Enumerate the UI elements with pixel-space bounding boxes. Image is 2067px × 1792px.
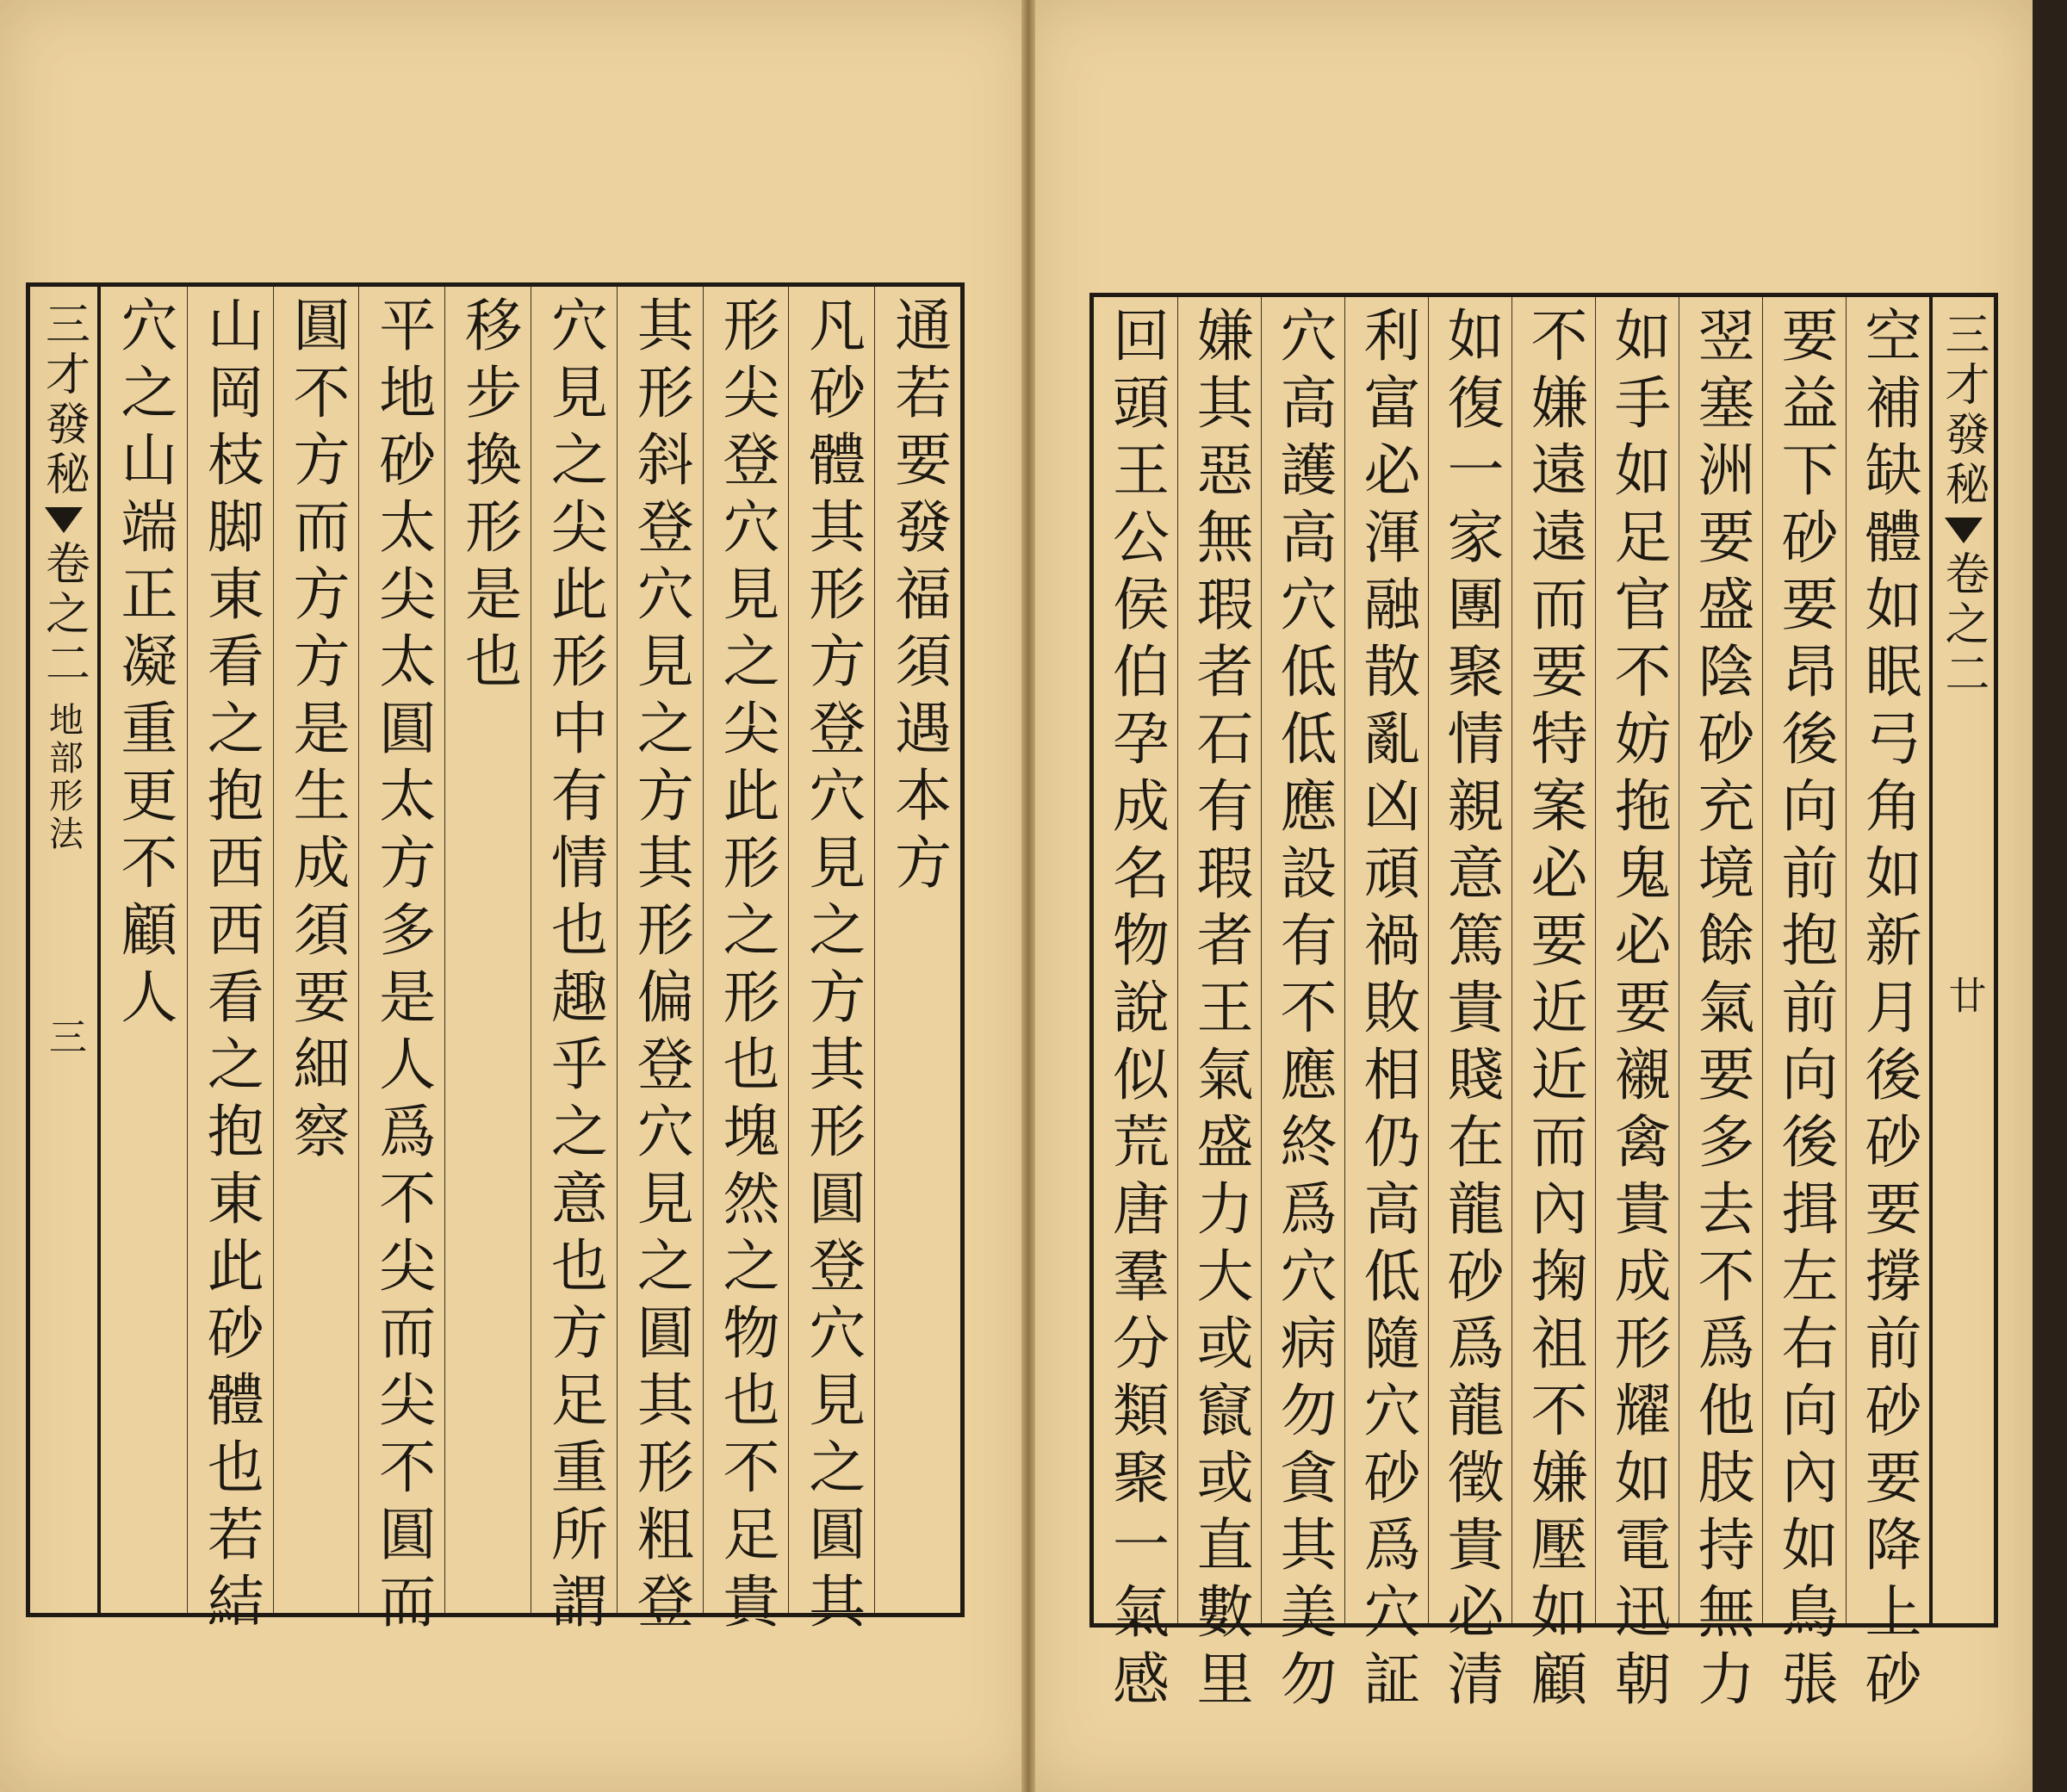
book-title: 三才發秘 (37, 301, 90, 500)
text-column (1679, 297, 1762, 1716)
text-column (1344, 297, 1428, 1716)
column-text: 回頭王公侯伯孕成名物說似荒唐羣分類聚一氣感 (1102, 306, 1170, 1716)
column-text: 移步換形是也 (455, 295, 522, 698)
column-text: 山岡枝脚東看之抱西西看之抱東此砂體也若結 (197, 295, 264, 1639)
text-column (444, 287, 531, 1613)
text-column (1511, 297, 1595, 1716)
fish-tail-mark-icon (1945, 518, 1983, 543)
text-column (1177, 297, 1261, 1716)
text-column (1595, 297, 1679, 1716)
column-text: 利富必渾融散亂凶頑禍敗相仍高低隨穴砂爲穴証 (1354, 306, 1420, 1716)
column-text: 平地砂太尖太圓太方多是人爲不尖而尖不圓而 (369, 295, 436, 1639)
text-column (273, 287, 359, 1613)
text-column (187, 287, 273, 1639)
right-text-frame (1089, 293, 1998, 1716)
book-title: 三才發秘 (1937, 311, 1989, 511)
text-column (1762, 297, 1846, 1716)
column-text: 翌塞洲要盛陰砂充境餘氣要多去不爲他肢持無力 (1688, 306, 1754, 1716)
text-column (788, 287, 874, 1639)
column-text: 不嫌遠遠而要特案必要近近而內掬祖不嫌壓如顧 (1521, 306, 1587, 1716)
column-text: 形尖登穴見之尖此形之形也塊然之物也不足貴 (712, 295, 779, 1639)
juan-label: 卷之二 (1937, 550, 1989, 700)
column-text: 要益下砂要昂後向前抱前向後揖左右向內如鳥張 (1772, 306, 1838, 1716)
folio-number: 廿 (1941, 976, 1986, 1014)
left-text-columns (101, 287, 960, 1639)
column-text: 如手如足官不妨拖鬼必要襯禽貴成形耀如電迅朝 (1605, 306, 1671, 1716)
column-text: 通若要發福須遇本方 (885, 295, 952, 900)
text-column (101, 287, 187, 1613)
text-column (1261, 297, 1344, 1716)
text-column (703, 287, 789, 1639)
text-column (617, 287, 703, 1639)
left-banner (30, 287, 97, 1613)
book-gutter (1021, 0, 1035, 1792)
column-text: 穴見之尖此形中有情也趣乎之意也方足重所謂 (541, 295, 608, 1639)
text-column (1428, 297, 1511, 1716)
left-text-frame (26, 282, 965, 1639)
right-text-columns (1094, 297, 1929, 1716)
text-column (1846, 297, 1929, 1716)
column-text: 其形斜登穴見之方其形偏登穴見之圓其形粗登 (627, 295, 694, 1639)
right-banner (1933, 297, 1994, 1623)
fish-tail-mark-icon (45, 507, 83, 533)
text-column (874, 287, 960, 1613)
column-text: 凡砂體其形方登穴見之方其形圓登穴見之圓其 (798, 295, 866, 1639)
folio-number: 三 (42, 1017, 86, 1055)
column-text: 穴之山端正凝重更不顧人 (110, 295, 177, 1034)
text-column (1094, 297, 1177, 1716)
column-text: 空補缺體如眠弓角如新月後砂要撐前砂要降上砂 (1855, 306, 1921, 1716)
column-text: 圓不方而方方是生成須要細察 (282, 295, 350, 1169)
text-column (531, 287, 617, 1639)
column-text: 如復一家團聚情親意篤貴賤在龍砂爲龍徵貴必清 (1437, 306, 1504, 1716)
juan-label: 卷之二 (37, 540, 90, 690)
column-text: 穴高護高穴低低應設有不應終爲穴病勿貪其美勿 (1270, 306, 1337, 1716)
section-label: 地部形法 (43, 702, 84, 853)
column-text: 嫌其惡無瑕者石有瑕者王氣盛力大或竄或直數里 (1187, 306, 1253, 1716)
text-column (358, 287, 444, 1639)
